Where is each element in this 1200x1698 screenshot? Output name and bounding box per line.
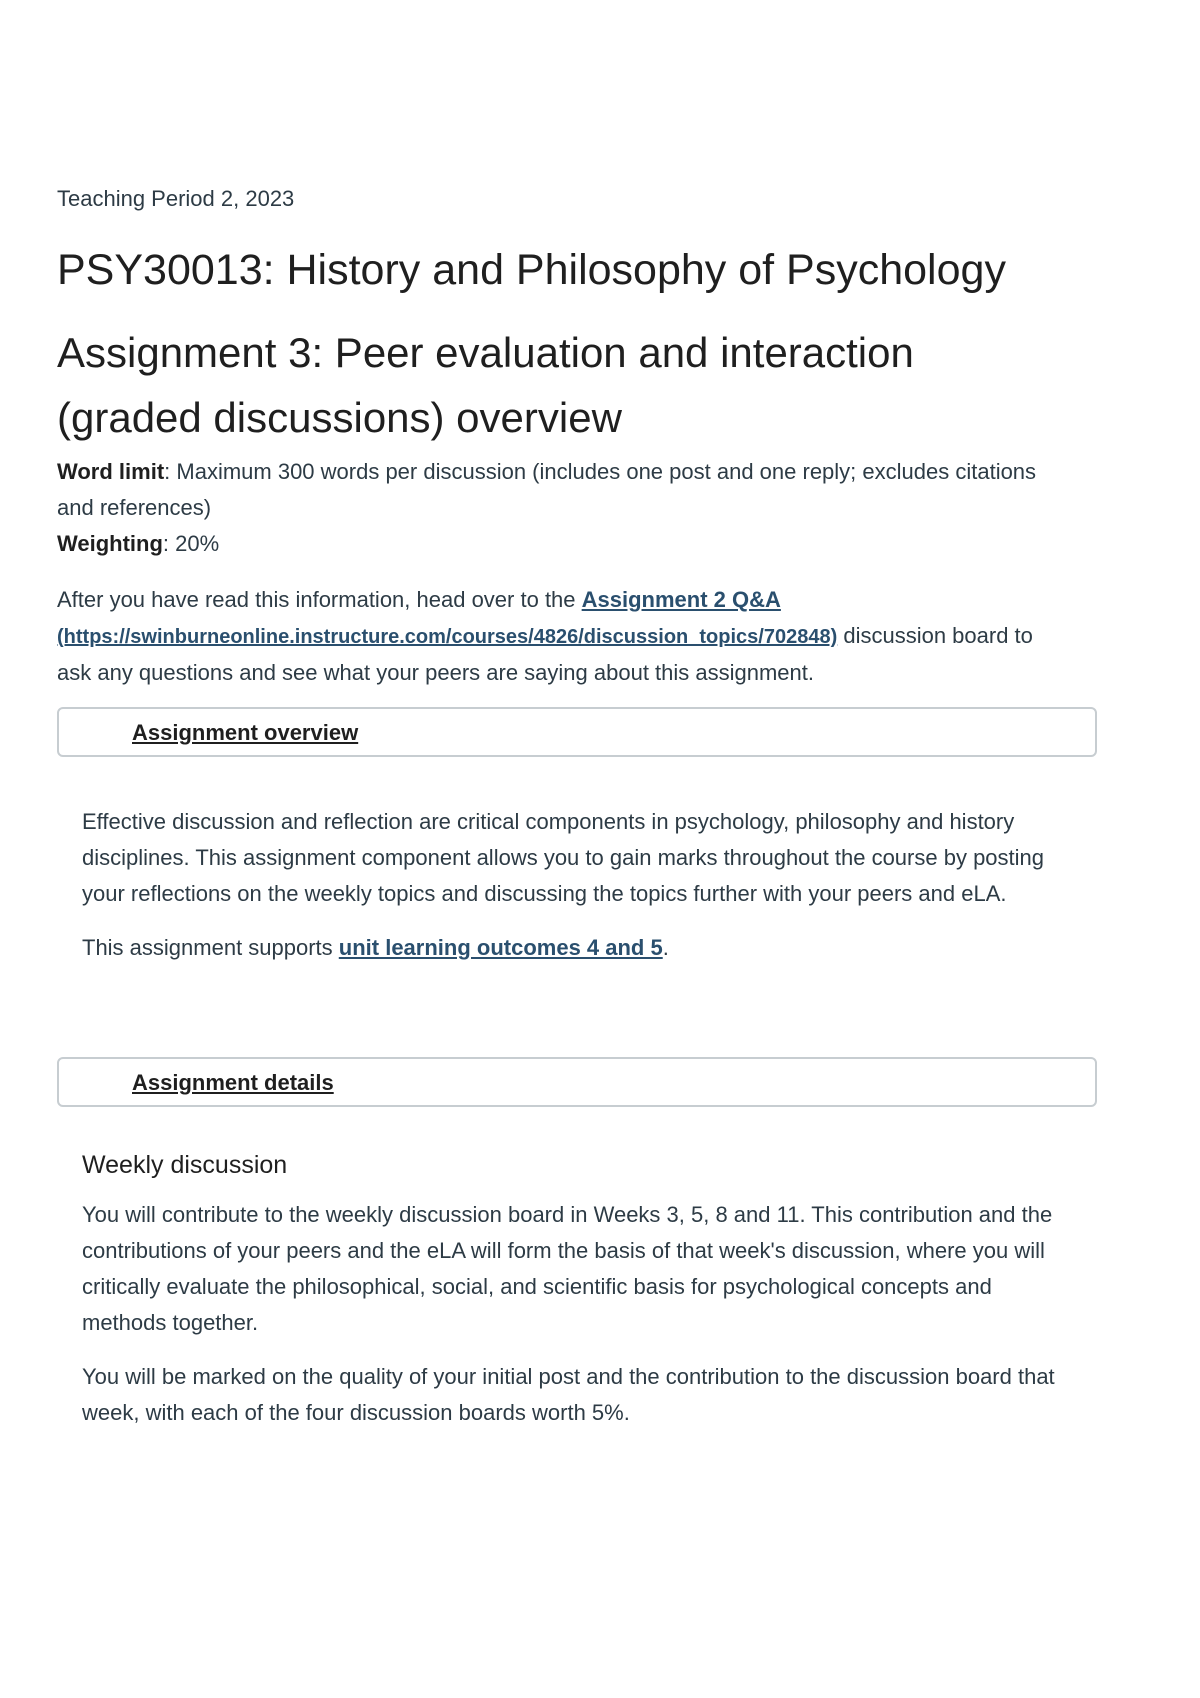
intro-text-before: After you have read this information, head over to the [57,587,582,612]
word-limit-label: Word limit [57,459,165,484]
assignment-details-accordion[interactable] [57,1057,1097,1107]
qa-discussion-link[interactable]: Assignment 2 Q&A [581,587,781,612]
overview-paragraph: Effective discussion and reflection are critical components in psychology, philosophy and history disciplines. This assignment component allows you to gain marks throughout the course by posting your reflections on the weekly topics and discussing the topics further with your peers and eLA. [82,809,1045,906]
supports-text: This assignment supports [82,935,339,960]
qa-discussion-url-link[interactable]: (https://swinburneonline.instructure.com/courses/4826/discussion_topics/702848) [57,626,838,648]
details-paragraph-2: You will be marked on the quality of your initial post and the contribution to the discussion board that week, with each of the four discussion boards worth 5%. [82,1364,1055,1425]
weekly-discussion-heading: Weekly discussion [82,1151,288,1179]
teaching-period: Teaching Period 2, 2023 [57,186,295,211]
assignment-overview-label[interactable]: Assignment overview [132,720,359,745]
learning-outcomes-paragraph [82,930,1082,966]
assignment-title: Assignment 3: Peer evaluation and interaction (graded discussions) overview [57,329,914,441]
details-paragraph-1: You will contribute to the weekly discussion board in Weeks 3, 5, 8 and 11. This contribution and the contributions of your peers and the eLA will form the basis of that week's discussion, where you will critically evaluate the philosophical, social, and scientific basis for psychological concepts and methods together. [82,1202,1053,1335]
assignment-overview-accordion[interactable] [57,707,1097,757]
supports-period: . [662,935,669,960]
assignment-meta [57,454,1067,562]
learning-outcomes-link[interactable]: unit learning outcomes 4 and 5 [338,935,663,960]
assignment-overview-content [82,804,1082,984]
intro-text-after: discussion board to ask any questions and see what your peers are saying about this assignment. [57,623,1033,685]
assignment-details-content [82,1147,1082,1449]
intro-paragraph [57,582,1067,691]
weighting-value: : 20% [162,531,220,556]
course-title: PSY30013: History and Philosophy of Psychology [57,246,1006,294]
word-limit-value: : Maximum 300 words per discussion (includes one post and one reply; excludes citations and references) [57,459,1037,520]
assignment-details-label[interactable]: Assignment details [132,1070,334,1095]
weighting-label: Weighting [57,531,163,556]
